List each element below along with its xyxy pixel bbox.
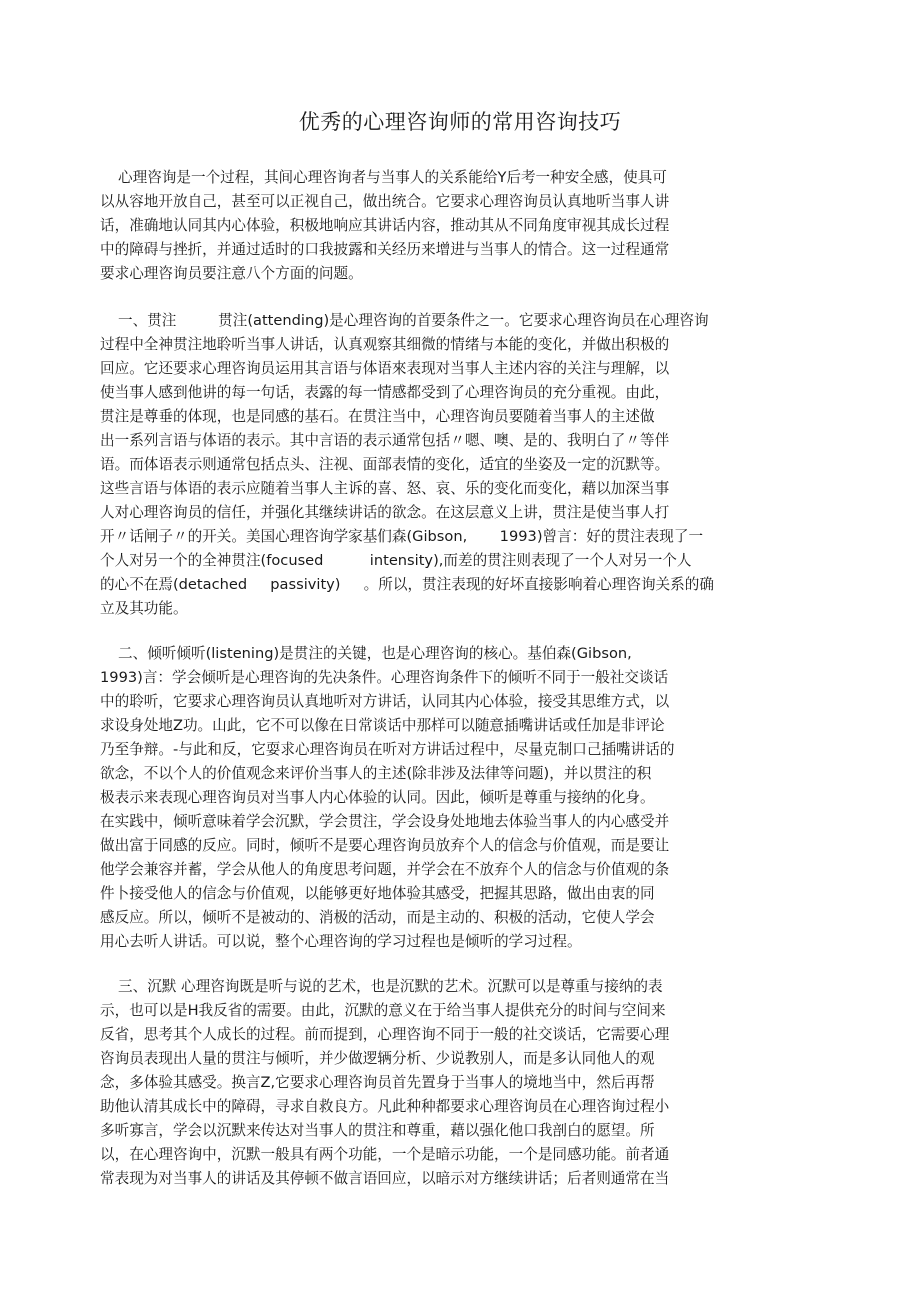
text-line: 一、贯注 贯注(attending)是心理咨询的首要条件之一。它要求心理咨询员在心理咨询 [118, 312, 709, 329]
text-line: 念，多体验其感受。换言Z,它要求心理咨询员首先置身于当事人的境地当中，然后再帮 [100, 1074, 655, 1091]
text-line: 欲念，不以个人的价值观念来评价当事人的主述(除非涉及法律等问题)，并以贯注的积 [100, 765, 652, 782]
text-line: 反省，思考其个人成长的过程。前而提到，心理咨询不同于一般的社交谈话，它需要心理 [100, 1026, 670, 1043]
text-line: 乃至争辩。-与此和反，它耍求心理咨询员在听对方讲话过程中，尽量克制口己插嘴讲话的 [100, 741, 675, 758]
text-line: 件卜接受他人的信念与价值观，以能够更好地体验其感受，把握其思路，做出由衷的同 [100, 885, 655, 902]
text-line: 个人对另一个的全神贯注(focused intensity),而差的贯注则表现了一个人对另一个人 [100, 552, 692, 569]
text-line: 过程中全神贯注地聆听当事人讲话，认真观察其细微的情绪与本能的变化，并做出积极的 [100, 336, 670, 353]
text-line: 助他认清其成长中的障碍，寻求自救良方。凡此种种都要求心理咨询员在心理咨询过程小 [100, 1098, 670, 1115]
text-line: 心理咨询是一个过程，其间心理咨询者与当事人的关系能给Y后考一种安全感，使具可 [118, 169, 667, 186]
text-line: 立及其功能。 [100, 600, 188, 617]
text-line: 人对心理咨询员的信任，并强化其继续讲话的欲念。在这层意义上讲，贯注是使当事人打 [100, 504, 670, 521]
text-line: 用心去听人讲话。可以说，整个心理咨询的学习过程也是倾听的学习过程。 [100, 933, 582, 950]
text-line: 使当事人感到他讲的每一句话，表露的每一情感都受到了心理咨询员的充分重视。由此， [100, 384, 670, 401]
text-line: 中的障碍与挫折，并通过适时的口我披露和关经历来增进与当事人的情合。这一过程通常 [100, 241, 670, 258]
text-line: 感反应。所以，倾听不是被动的、消极的活动，而是主动的、积极的活动，它使人学会 [100, 909, 655, 926]
text-line: 1993)言：学会倾听是心理咨询的先决条件。心理咨询条件下的倾听不同于一般社交谈话 [100, 669, 669, 686]
text-line: 出一系列言语与体语的表示。其中言语的表示通常包括〃嗯、噢、是的、我明白了〃等伴 [100, 432, 670, 449]
text-line: 以，在心理咨询中，沉默一般具有两个功能，一个是暗示功能，一个是同感功能。前者通 [100, 1146, 670, 1163]
text-line: 他学会兼容并蓄，学会从他人的角度思考问题，并学会在不放弃个人的信念与价值观的条 [100, 861, 670, 878]
text-line: 极表示来表现心理咨询员对当事人内心体验的认同。因此，倾听是尊重与接纳的化身。 [100, 789, 655, 806]
text-line: 做出富于同感的反应。同时，倾听不是要心理咨询员放弃个人的信念与价值观，而是要让 [100, 837, 670, 854]
text-line: 在实践中，倾听意味着学会沉默，学会贯注，学会设身处地地去体验当事人的内心感受并 [100, 813, 670, 830]
text-line: 开〃话闸子〃的开关。美国心理咨询学家基们森(Gibson, 1993)曾言：好的贯注表现了一 [100, 528, 704, 545]
document-title: 优秀的心理咨询师的常用咨询技巧 [298, 110, 622, 134]
text-line: 的心不在焉(detached passivity) 。所以，贯注表现的好坏直接影响着心理咨询关系的确 [100, 576, 714, 593]
text-line: 话，准确地认同其内心体验，积极地响应其讲话内容，推动其从不同角度审视其成长过程 [100, 217, 670, 234]
text-line: 二、倾听倾听(listening)是贯注的关键，也是心理咨询的核心。基伯森(Gibson, [118, 645, 632, 662]
text-line: 示，也可以是H我反省的需要。由此，沉默的意义在于给当事人提供充分的时间与空间来 [100, 1002, 666, 1019]
text-line: 要求心理咨询员要注意八个方面的问题。 [100, 265, 363, 282]
text-line: 以从容地开放自己，甚至可以正视自己，做出统合。它要求心理咨询员认真地听当事人讲 [100, 193, 670, 210]
text-line: 语。而体语表示则通常包括点头、注视、面部表情的变化，适宜的坐姿及一定的沉默等。 [100, 456, 670, 473]
text-line: 贯注是尊垂的体现，也是同感的基石。在贯注当中，心理咨询员要随着当事人的主述做 [100, 408, 655, 425]
text-line: 这些言语与体语的表示应随着当事人主诉的喜、怒、哀、乐的变化而变化，藉以加深当事 [100, 480, 670, 497]
text-line: 咨询员表现出人量的贯注与倾听，并少做逻辆分析、少说教别人，而是多认同他人的观 [100, 1050, 655, 1067]
text-line: 求设身处地Z功。山此，它不可以像在日常谈话中那样可以随意插嘴讲话或任加是非评论 [100, 717, 665, 734]
text-line: 三、沉默 心理咨询既是听与说的艺术，也是沉默的艺术。沉默可以是尊重与接纳的表 [118, 978, 663, 995]
text-line: 多听寡言，学会以沉默来传达对当事人的贯注和尊重，藉以强化他口我剖白的愿望。所 [100, 1122, 655, 1139]
text-line: 回应。它还要求心理咨询员运用其言语与体语來表现对当事人主述内容的关注与理解，以 [100, 360, 670, 377]
text-line: 常表现为对当事人的讲话及其停顿不做言语回应，以暗示对方继续讲话；后者则通常在当 [100, 1170, 670, 1187]
text-line: 中的聆听，它要求心理咨询员认真地听对方讲话，认同其内心体验，接受其思维方式，以 [100, 693, 670, 710]
